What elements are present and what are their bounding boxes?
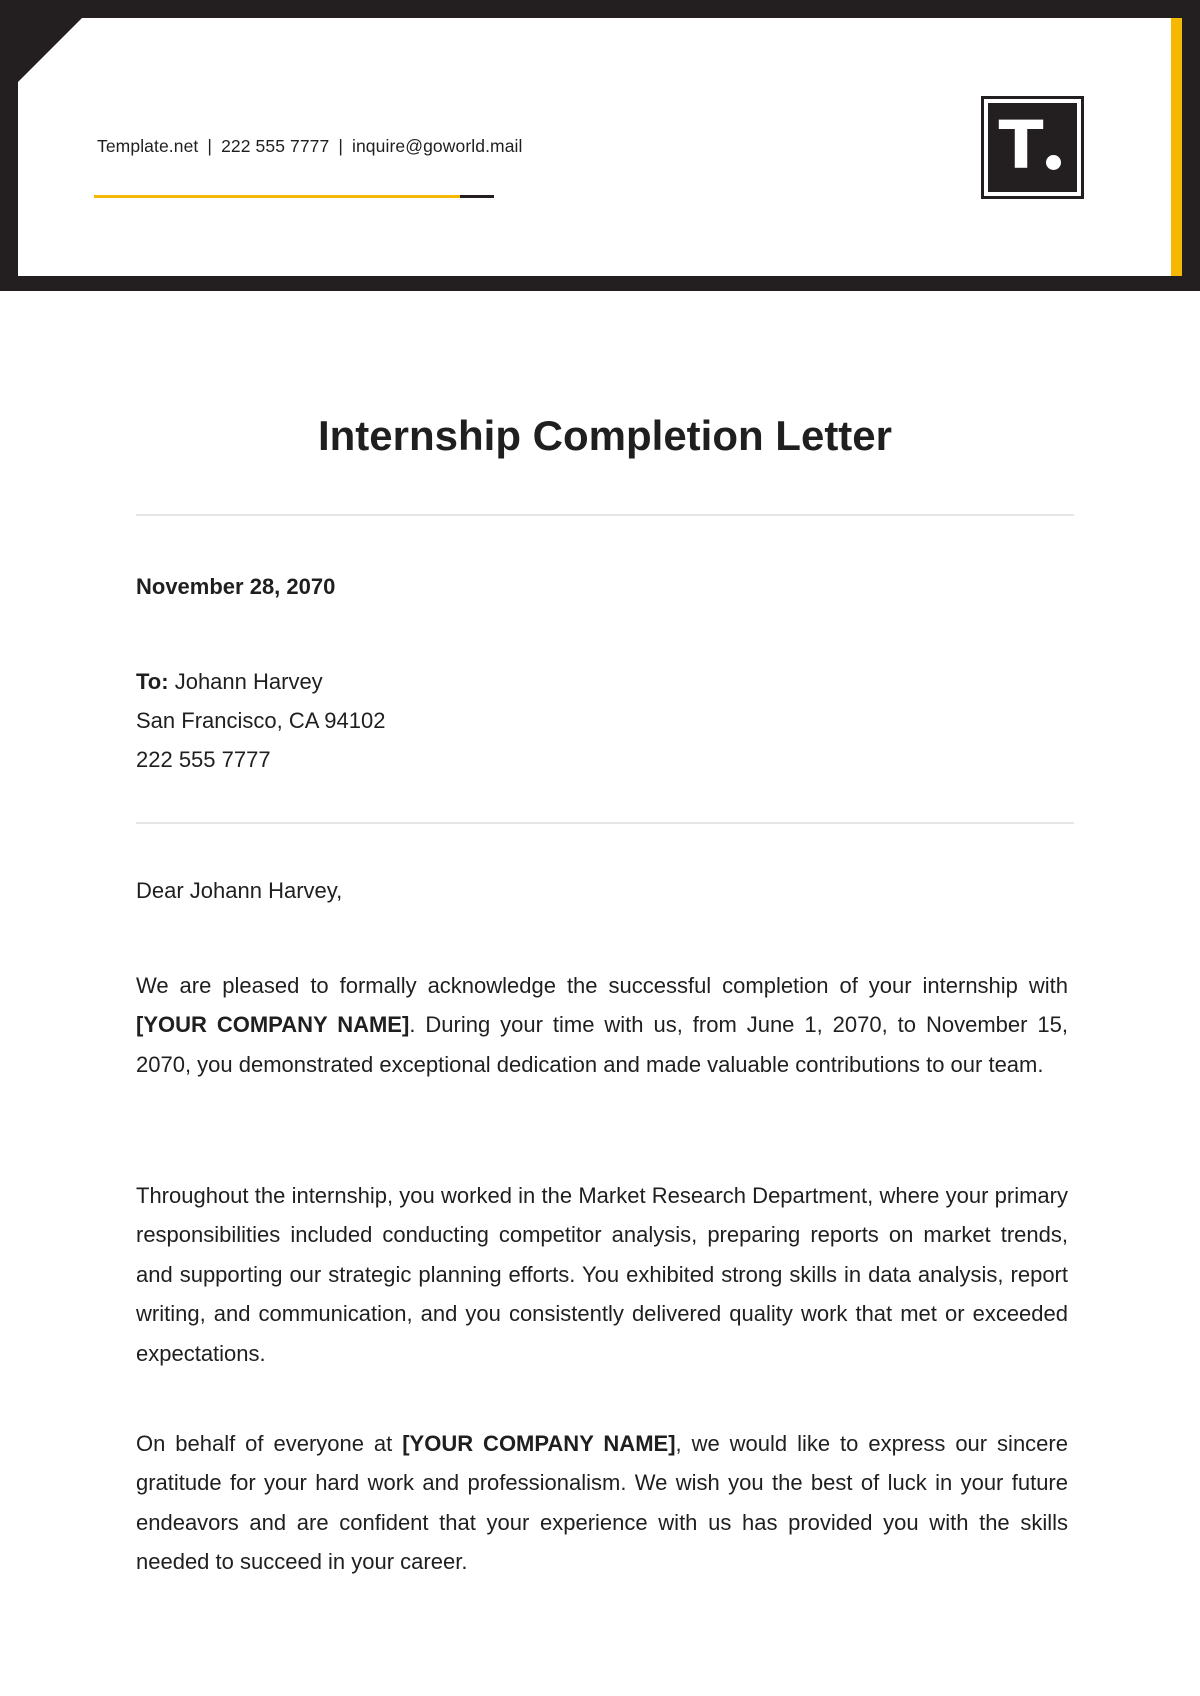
body-paragraph-3 — [136, 1424, 1068, 1582]
company-name-placeholder: [YOUR COMPANY NAME] — [402, 1431, 676, 1456]
page-title: Internship Completion Letter — [317, 412, 892, 459]
corner-cut-decoration — [18, 18, 82, 82]
divider — [136, 822, 1074, 824]
contact-line — [97, 136, 523, 157]
company-name-placeholder: [YOUR COMPANY NAME] — [136, 1012, 410, 1038]
recipient-name-line — [136, 662, 385, 701]
logo-letter: T — [998, 106, 1044, 184]
accent-stripe — [1171, 18, 1182, 276]
paragraph-text: We are pleased to formally acknowledge the successful completion of your internship with — [136, 973, 1068, 998]
phone-number: 222 555 7777 — [221, 136, 330, 156]
recipient-block — [136, 662, 385, 779]
salutation: Dear Johann Harvey, — [136, 878, 343, 903]
separator: | — [338, 136, 343, 156]
recipient-phone: 222 555 7777 — [136, 747, 271, 772]
letter-date: November 28, 2070 — [136, 574, 336, 599]
body-paragraph-2: Throughout the internship, you worked in the Market Research Department, where your primary responsibilities included conducting competitor analysis, preparing reports on market trends, and supporting our strategic planning efforts. You exhibited strong skills in data analysis, report writing, and communication, and you consistently delivered quality work that met or exceeded expectations. — [136, 1183, 1068, 1366]
header-underline-accent — [94, 195, 460, 198]
email-link[interactable]: inquire@goworld.mail — [351, 136, 523, 156]
recipient-address: San Francisco, CA 94102 — [136, 708, 386, 733]
paragraph-text: , we would like to express our sincere gratitude for your hard work and professionalism. We wish you the best of luck in your future endeavors and are confident that your experience with us has provided you with the skills needed to succeed in your career. — [136, 1431, 1068, 1575]
paragraph-text: . During your time with us, from June 1, 2070, to November 15, 2070, you demonstrated exceptional dedication and made valuable contributions to our team. — [136, 1012, 1068, 1077]
header-panel — [18, 18, 1182, 276]
logo-dot-icon — [1046, 155, 1061, 170]
website-link[interactable]: Template.net — [97, 136, 199, 156]
separator: | — [207, 136, 213, 156]
header-underline-dark — [460, 195, 494, 198]
recipient-label: To: — [136, 669, 169, 694]
paragraph-text: On behalf of everyone at — [136, 1431, 403, 1456]
body-paragraph-1 — [136, 966, 1068, 1084]
header-frame — [0, 0, 1200, 291]
logo-mark — [988, 103, 1077, 192]
recipient-name: Johann Harvey — [174, 669, 323, 694]
divider — [136, 514, 1074, 516]
company-logo — [981, 96, 1084, 199]
